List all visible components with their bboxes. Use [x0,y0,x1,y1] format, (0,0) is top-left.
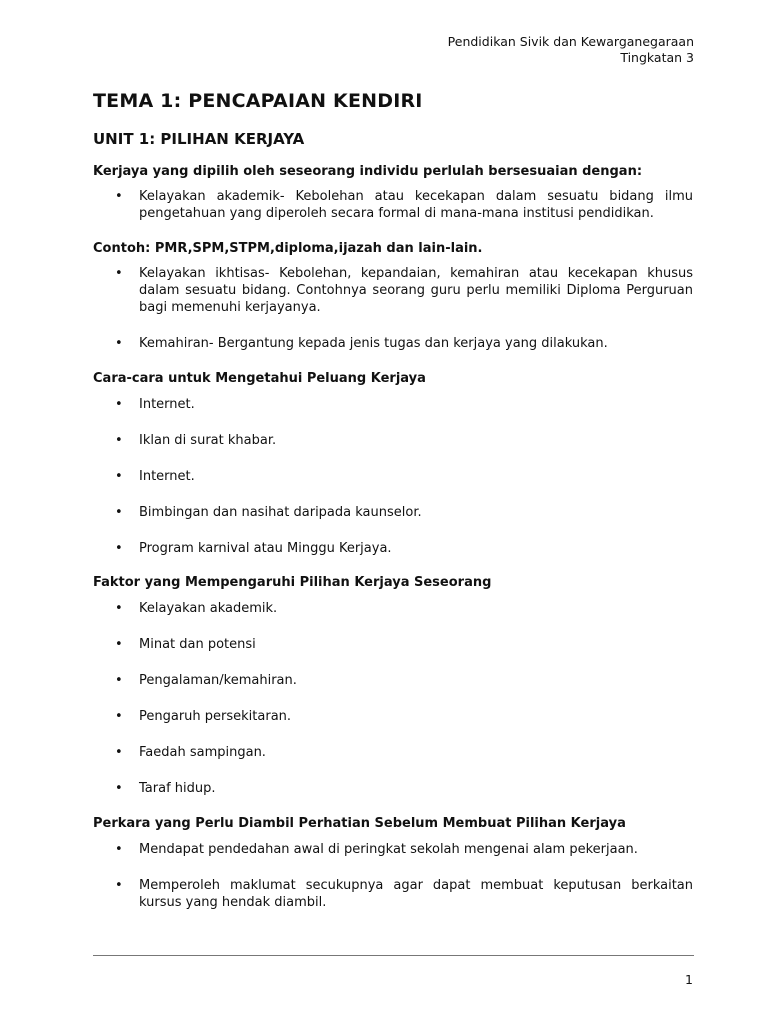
list-item [115,335,693,352]
list-item [115,396,693,413]
list-item [115,432,693,449]
list-item [115,188,693,222]
list-item-text: Mendapat pendedahan awal di peringkat sekolah mengenai alam pekerjaan. [139,842,638,857]
bullet-icon: • [115,189,123,204]
bullet-icon: • [115,673,123,688]
list-item-text: Kelayakan akademik. [139,601,278,616]
header-subject: Pendidikan Sivik dan Kewarganegaraan [447,34,694,49]
list-item [115,877,693,911]
bullet-icon: • [115,709,123,724]
bullet-icon: • [115,266,123,281]
list-item-text: Internet. [139,397,195,412]
bullet-icon: • [115,336,123,351]
section-heading-contoh: Contoh: PMR,SPM,STPM,diploma,ijazah dan lain-lain. [93,241,483,256]
list-item [115,744,693,761]
list-item [115,841,693,858]
list-item-text: Kelayakan ikhtisas- Kebolehan, kepandaian, kemahiran atau kecekapan khusus dalam sesuatu bidang. Contohnya seorang guru perlu memiliki Diploma Perguruan bagi memenuhi kerjayanya. [139,266,693,315]
bullet-icon: • [115,878,123,893]
list-item-text: Kelayakan akademik- Kebolehan atau kecekapan dalam sesuatu bidang ilmu pengetahuan yang diperoleh secara formal di mana-mana institusi pendidikan. [139,189,693,221]
list-item [115,636,693,653]
list-item [115,540,693,557]
list-item [115,708,693,725]
list-item-text: Faedah sampingan. [139,745,266,760]
list-item-text: Taraf hidup. [139,781,216,796]
list-item [115,504,693,521]
section-heading-perkara: Perkara yang Perlu Diambil Perhatian Sebelum Membuat Pilihan Kerjaya [93,816,626,831]
bullet-icon: • [115,433,123,448]
page-number: 1 [685,972,693,987]
list-item-text: Bimbingan dan nasihat daripada kaunselor. [139,505,422,520]
list-item [115,780,693,797]
section-heading-cara: Cara-cara untuk Mengetahui Peluang Kerjaya [93,371,426,386]
bullet-icon: • [115,469,123,484]
list-item-text: Iklan di surat khabar. [139,433,277,448]
theme-title: TEMA 1: PENCAPAIAN KENDIRI [93,90,423,112]
bullet-icon: • [115,781,123,796]
bullet-icon: • [115,745,123,760]
bullet-icon: • [115,505,123,520]
bullet-icon: • [115,397,123,412]
section-heading-faktor: Faktor yang Mempengaruhi Pilihan Kerjaya Seseorang [93,575,492,590]
list-item-text: Minat dan potensi [139,637,256,652]
list-item [115,468,693,485]
list-item-text: Internet. [139,469,195,484]
list-item [115,600,693,617]
bullet-icon: • [115,637,123,652]
bullet-icon: • [115,842,123,857]
unit-title: UNIT 1: PILIHAN KERJAYA [93,130,305,148]
list-item-text: Program karnival atau Minggu Kerjaya. [139,541,392,556]
footer-divider [93,955,694,956]
header-form: Tingkatan 3 [620,50,694,65]
list-item [115,672,693,689]
running-header [448,34,694,66]
list-item-text: Pengaruh persekitaran. [139,709,292,724]
list-item [115,265,693,316]
bullet-icon: • [115,601,123,616]
bullet-icon: • [115,541,123,556]
list-item-text: Memperoleh maklumat secukupnya agar dapat membuat keputusan berkaitan kursus yang hendak diambil. [139,878,693,910]
section-heading-intro: Kerjaya yang dipilih oleh seseorang individu perlulah bersesuaian dengan: [93,164,643,179]
list-item-text: Kemahiran- Bergantung kepada jenis tugas dan kerjaya yang dilakukan. [139,336,608,351]
list-item-text: Pengalaman/kemahiran. [139,673,297,688]
